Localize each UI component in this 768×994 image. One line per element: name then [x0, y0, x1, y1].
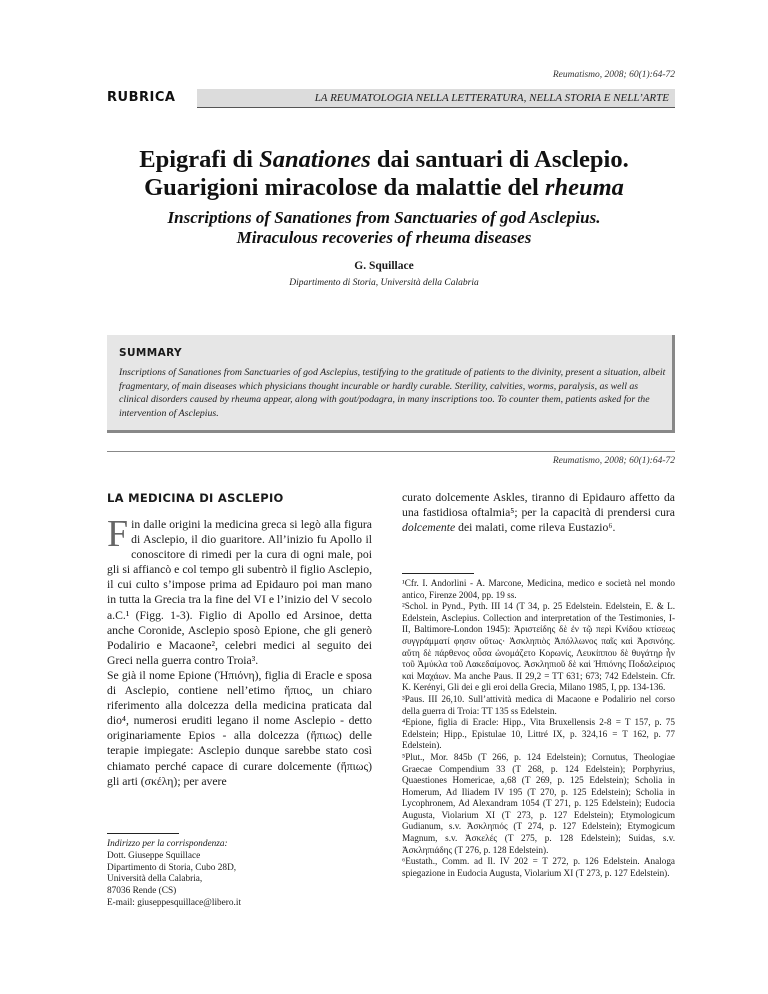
correspondence-email: E-mail: giuseppesquillace@libero.it [107, 897, 242, 908]
subtitle-line-1: Inscriptions of Sanationes from Sanctuaries of god Asclepius. [167, 208, 601, 227]
summary-box [107, 335, 675, 433]
footer-journal-reference: Reumatismo, 2008; 60(1):64-72 [552, 456, 675, 466]
journal-reference: Reumatismo, 2008; 60(1):64-72 [552, 70, 675, 80]
rubric-bar [107, 89, 675, 107]
drop-cap: F [107, 513, 129, 555]
correspondence-heading: Indirizzo per la corrispondenza: [107, 839, 228, 849]
correspondence-block [107, 839, 372, 910]
article-title [60, 146, 708, 202]
left-column [107, 513, 372, 789]
right-text: curato dolcemente Askles, tiranno di Epidauro affetto da una fastidiosa oftalmia⁵; per la capacità di prendersi cura [402, 491, 675, 520]
author-name: G. Squillace [354, 260, 414, 272]
rubric-label: RUBRICA [107, 90, 176, 105]
footnotes [402, 578, 675, 879]
divider [107, 451, 675, 452]
author-affiliation: Dipartimento di Storia, Università della Calabria [289, 278, 479, 288]
paragraph-2: Se già il nome Epione (Ἠπιόνη), figlia di Eracle e sposa di Asclepio, contiene nell’etimo ἤπιος, un chiaro riferimento alla dolcezza della medicina praticata dal dio⁴, numerosi eruditi legano il nome Asclepio - detto originariamente Epios - alla dolcezza (ἤπιως) delle terapie impiegate: Asclepio dunque sarebbe stato così chiamato perché capace di curare dolcemente (ἤπιως) gli arti (σκέλη); per avere [107, 668, 372, 788]
footnote-rule [402, 573, 474, 574]
correspondence-line: Dott. Giuseppe Squillace [107, 850, 201, 861]
title-line-2 [60, 174, 708, 202]
correspondence-line: Dipartimento di Storia, Cubo 28D, [107, 862, 237, 873]
footnote: ¹Cfr. I. Andorlini - A. Marcone, Medicina, medico e società nel mondo antico, Firenze 2004, pp. 19 ss. [402, 578, 675, 600]
subtitle-line-2: Miraculous recoveries of rheuma diseases [236, 228, 532, 247]
footnote: ⁶Eustath., Comm. ad Il. IV 202 = T 272, p. 126 Edelstein. Analoga spiegazione in Eudocia Augusta, Violarium XI (T 273, p. 127 Edelstein). [402, 856, 675, 878]
correspondence-line: Università della Calabria, [107, 874, 203, 885]
title-part: dai santuari di Asclepio. [370, 146, 629, 173]
title-part: Guarigioni miracolose da malattie del [144, 174, 545, 201]
section-heading: LA MEDICINA DI ASCLEPIO [107, 491, 284, 505]
footnote: ⁴Epione, figlia di Eracle: Hipp., Vita Bruxellensis 2-8 = T 157, p. 75 Edelstein; Hipp., Epistulae 10, Littré IX, p. 324,16 = T 162, p. 77 Edelstein). [402, 717, 675, 751]
summary-text: Inscriptions of Sanationes from Sanctuaries of god Asclepius, testifying to the gratitude of patients to the divinity, present a situation, albeit fragmentary, of main diseases which physicians thought incurable or hardly curable. Sterility, calvities, worms, paralysis, as well as clinical disorders caused by rheuma appear, along with gout/podagra, in many inscriptions too. To counter them, patients asked for the intervention of Asclepius. [119, 367, 666, 419]
summary-heading: SUMMARY [119, 347, 183, 359]
right-text: dei malati, come rileva Eustazio⁶. [455, 521, 616, 535]
right-text-emphasis: dolcemente [402, 521, 456, 535]
footnote-rule [107, 833, 179, 834]
article-subtitle [60, 208, 708, 248]
title-italic-part: rheuma [544, 174, 624, 201]
right-column [402, 490, 675, 535]
paragraph-1: in dalle origini la medicina greca si legò alla figura di Asclepio, il dio guaritore. All’inizio fu Apollo il conoscitore di rimedi per la cura di ogni male, poi gli si affiancò e col tempo gli subentrò il figlio Asclepio, il cui culto s’impose prima ad Epidauro poi man mano in tutta la Grecia tra la fine del VI e l’inizio del V secolo a.C.¹ (Figg. 1-3). Figlio di Apollo ed Arsinoe, detta anche Coronide, Asclepio sposò Epione, che gli generò Podalirio e Macaone², celebri medici al seguito dei Greci nella guerra contro Troia³. [107, 518, 372, 667]
footnote: ³Paus. III 26,10. Sull’attività medica di Macaone e Podalirio nel corso della guerra di Troia: TT 135 ss Edelstein. [402, 693, 675, 716]
title-italic-part: Sanationes [259, 146, 371, 173]
section-label: LA REUMATOLOGIA NELLA LETTERATURA, NELLA STORIA E NELL’ARTE [314, 92, 669, 104]
footnote: ²Schol. in Pynd., Pyth. III 14 (T 34, p. 25 Edelstein. Edelstein, E. & L. Edelstein, Asclepius. Collection and interpretation of the Testimonies, I-II, Baltimore-London 1945): Ἀριστείδης δὲ ἐν τῷ περὶ Κνίδου κτίσεως συγγράμματί φησιν οὕτως· Ἀσκληπιὸς Ἀπόλλωνος παῖς καὶ Ἀρσινόης. αὕτη δὲ πάρθενος οὖσα ὠνομάζετο Κορωνίς, Λευκίππου δὲ θυγάτηρ ἦν τοῦ Ἀμύκλα τοῦ Λακεδαίμονος. Ἀσκληπιοῦ δὲ καὶ Ἠπιόνης Ποδαλείριος καὶ Μαχάων. Ma anche Paus. II 29,2 = TT 631; 673; 742 Edelstein. Cfr. K. Kerényi, Gli dei e gli eroi della Grecia, Milano 1985, I, pp. 134-136. [402, 601, 675, 693]
title-part: Epigrafi di [139, 146, 260, 173]
correspondence-line: 87036 Rende (CS) [107, 886, 177, 897]
title-line-1 [60, 146, 708, 174]
footnote: ⁵Plut., Mor. 845b (T 266, p. 124 Edelstein); Cornutus, Theologiae Graecae Compendium 33 (T 268, p. 124 Edelstein); Porphyrius, Quaestiones Homericae, a,68 (T 269, p. 125 Edelstein); Scholia in Homerum, Ad Iliadem IV 195 (T 270, p. 125 Edelstein); Scholia in Lycophronem, Ad Alexandram 1054 (T 271, p. 125 Edelstein); Eudocia Augusta, Violarium XI (T 273, p. 127 Edelstein); Etymologicum Gudianum, s.v. Ἀσκληπιός (T 274, p. 127 Edelstein); Etymogicum Magnum, s.v. Ἀσκελές (T 275, p. 128 Edelstein); Suidas, s.v. Ἀσκληπιάδης (T 276, p. 128 Edelstein). [402, 751, 675, 855]
